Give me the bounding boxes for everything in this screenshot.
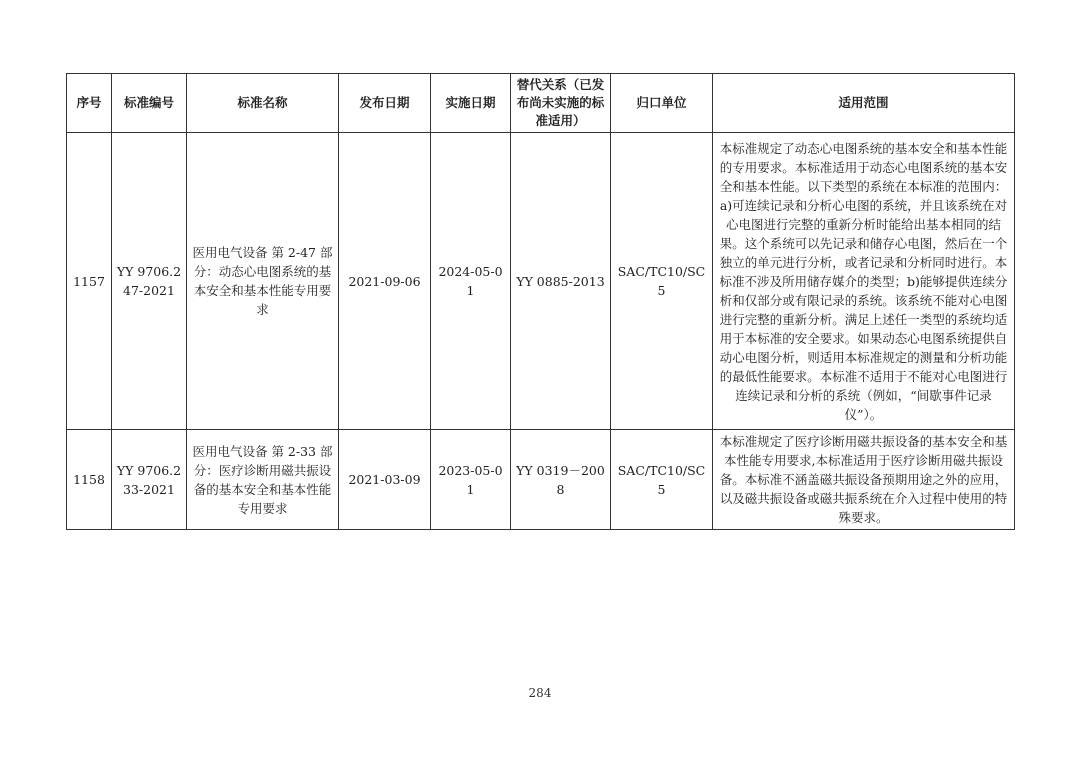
cell-replaces: YY 0885-2013 xyxy=(511,133,611,430)
cell-code: YY 9706.233-2021 xyxy=(112,430,187,530)
cell-unit: SAC/TC10/SC5 xyxy=(611,430,713,530)
cell-no: 1158 xyxy=(67,430,112,530)
header-cell-code: 标准编号 xyxy=(112,74,187,133)
cell-publish-date: 2021-09-06 xyxy=(339,133,431,430)
cell-implement-date: 2023-05-01 xyxy=(431,430,511,530)
page-number: 284 xyxy=(528,686,552,700)
header-cell-replaces: 替代关系（已发布尚未实施的标准适用） xyxy=(511,74,611,133)
cell-no: 1157 xyxy=(67,133,112,430)
table-row xyxy=(67,430,1015,530)
header-cell-unit: 归口单位 xyxy=(611,74,713,133)
table-header-row xyxy=(67,74,1015,133)
cell-implement-date: 2024-05-01 xyxy=(431,133,511,430)
header-cell-name: 标准名称 xyxy=(187,74,339,133)
header-cell-no: 序号 xyxy=(67,74,112,133)
cell-replaces: YY 0319－2008 xyxy=(511,430,611,530)
cell-name: 医用电气设备 第 2-47 部分：动态心电图系统的基本安全和基本性能专用要求 xyxy=(187,133,339,430)
cell-scope: 本标准规定了医疗诊断用磁共振设备的基本安全和基本性能专用要求,本标准适用于医疗诊断用磁共振设备。本标准不涵盖磁共振设备预期用途之外的应用，以及磁共振设备或磁共振系统在介入过程中使用的特殊要求。 xyxy=(713,430,1015,530)
header-cell-scope: 适用范围 xyxy=(713,74,1015,133)
standards-table xyxy=(66,73,1015,530)
cell-name: 医用电气设备 第 2-33 部分：医疗诊断用磁共振设备的基本安全和基本性能专用要求 xyxy=(187,430,339,530)
cell-scope: 本标准规定了动态心电图系统的基本安全和基本性能的专用要求。本标准适用于动态心电图系统的基本安全和基本性能。以下类型的系统在本标准的范围内：a)可连续记录和分析心电图的系统，并且该系统在对心电图进行完整的重新分析时能给出基本相同的结果。这个系统可以先记录和储存心电图，然后在一个独立的单元进行分析，或者记录和分析同时进行。本标准不涉及所用储存媒介的类型；b)能够提供连续分析和仅部分或有限记录的系统。该系统不能对心电图进行完整的重新分析。满足上述任一类型的系统均适用于本标准的安全要求。如果动态心电图系统提供自动心电图分析，则适用本标准规定的测量和分析功能的最低性能要求。本标准不适用于不能对心电图进行连续记录和分析的系统（例如，“间歇事件记录仪”）。 xyxy=(713,133,1015,430)
header-cell-implement-date: 实施日期 xyxy=(431,74,511,133)
header-cell-publish-date: 发布日期 xyxy=(339,74,431,133)
cell-publish-date: 2021-03-09 xyxy=(339,430,431,530)
cell-unit: SAC/TC10/SC5 xyxy=(611,133,713,430)
cell-code: YY 9706.247-2021 xyxy=(112,133,187,430)
table-row xyxy=(67,133,1015,430)
